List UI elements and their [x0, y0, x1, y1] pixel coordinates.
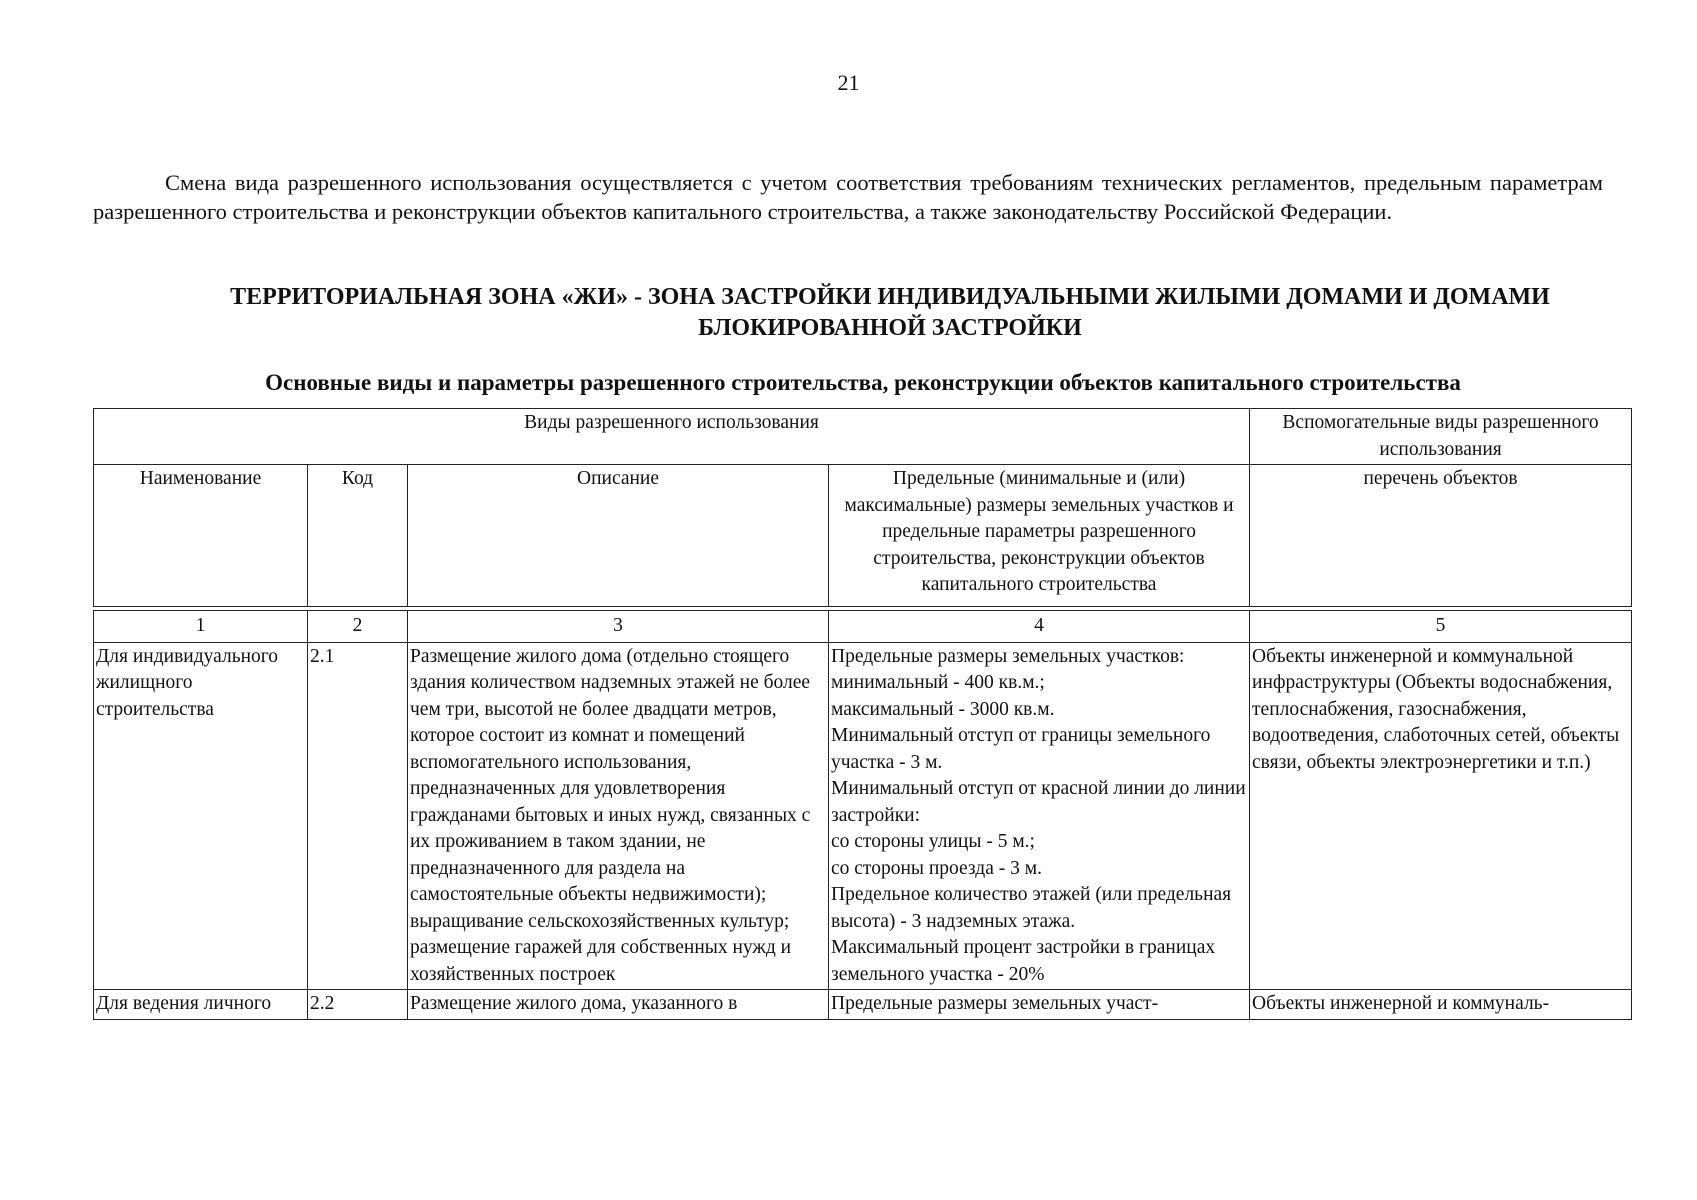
land-use-table	[93, 408, 1632, 1020]
limit-line: максимальный - 3000 кв.м.	[831, 698, 1055, 720]
intro-paragraph: Смена вида разрешенного использования осуществляется с учетом соответствия требованиям технических регламентов, предельным параметрам разрешенного строительства и реконструкции объектов капитального строительства, а также законодательству Российской Федерации.	[93, 170, 1603, 224]
column-number: 3	[408, 611, 829, 643]
page-number: 21	[837, 70, 860, 95]
column-header-row	[94, 465, 1632, 607]
limit-line: минимальный - 400 кв.м.;	[831, 672, 1045, 693]
limit-line: Максимальный процент застройки в границах земельного участка - 20%	[831, 937, 1216, 985]
header-description: Описание	[408, 465, 829, 607]
row-code: 2.1	[308, 642, 408, 990]
row-name: Для ведения личного	[94, 990, 308, 1020]
header-name: Наименование	[94, 465, 308, 607]
group-header-main: Виды разрешенного использования	[94, 409, 1250, 465]
column-number: 5	[1250, 611, 1632, 643]
table-row	[94, 642, 1632, 990]
object-line: Объекты инженерной и коммуналь-	[1252, 993, 1550, 1014]
row-limits	[829, 642, 1250, 990]
row-name: Для индивидуального жилищного строительства	[94, 642, 308, 990]
column-number: 4	[829, 611, 1250, 643]
column-number-row	[94, 611, 1632, 643]
row-description: Размещение жилого дома (отдельно стоящего здания количеством надземных этажей не более чем три, высотой не более двадцати метров, которое состоит из комнат и помещений вспомогательного использования, предназначенных для удовлетворения гражданами бытовых и иных нужд, связанных с их проживанием в таком здании, не предназначенного для раздела на самостоятельные объекты недвижимости); выращивание сельскохозяйственных культур; размещение гаражей для собственных нужд и хозяйственных построек	[408, 642, 829, 990]
row-objects	[1250, 642, 1632, 990]
group-header-aux: Вспомогательные виды разрешенного использования	[1250, 409, 1632, 465]
table-caption: Основные виды и параметры разрешенного строительства, реконструкции объектов капитального строительства	[265, 370, 1461, 395]
row-code: 2.2	[308, 990, 408, 1020]
limit-line: Предельные размеры земельных участ-	[831, 993, 1159, 1014]
header-objects: перечень объектов	[1250, 465, 1632, 607]
header-limits: Предельные (минимальные и (или) максимальные) размеры земельных участков и предельные параметры разрешенного строительства, реконструкции объектов капитального строительства	[829, 465, 1250, 607]
zone-title: ТЕРРИТОРИАЛЬНАЯ ЗОНА «ЖИ» - ЗОНА ЗАСТРОЙКИ ИНДИВИДУАЛЬНЫМИ ЖИЛЫМИ ДОМАМИ И ДОМАМИ БЛОКИРОВАННОЙ ЗАСТРОЙКИ	[230, 284, 1550, 341]
column-number: 1	[94, 611, 308, 643]
limit-line: Минимальный отступ от границы земельного участка - 3 м.	[831, 725, 1211, 773]
limit-line: Предельные размеры земельных участков:	[831, 645, 1185, 667]
limit-line: Предельное количество этажей (или предельная высота) - 3 надземных этажа.	[831, 884, 1232, 932]
row-objects	[1250, 990, 1632, 1020]
object-line: водоотведения, слаботочных сетей, объекты связи, объекты электроэнергетики и т.п.)	[1252, 725, 1620, 773]
header-code: Код	[308, 465, 408, 607]
group-header-row	[94, 409, 1632, 465]
limit-line: со стороны проезда - 3 м.	[831, 857, 1042, 879]
limit-line: со стороны улицы - 5 м.;	[831, 831, 1035, 852]
row-limits	[829, 990, 1250, 1020]
column-number: 2	[308, 611, 408, 643]
object-line: Объекты инженерной и коммунальной инфраструктуры (Объекты водоснабжения, теплоснабжения, газоснабжения,	[1252, 645, 1613, 720]
table-row	[94, 990, 1632, 1020]
limit-line: Минимальный отступ от красной линии до линии застройки:	[831, 778, 1246, 826]
row-description: Размещение жилого дома, указанного в	[408, 990, 829, 1020]
